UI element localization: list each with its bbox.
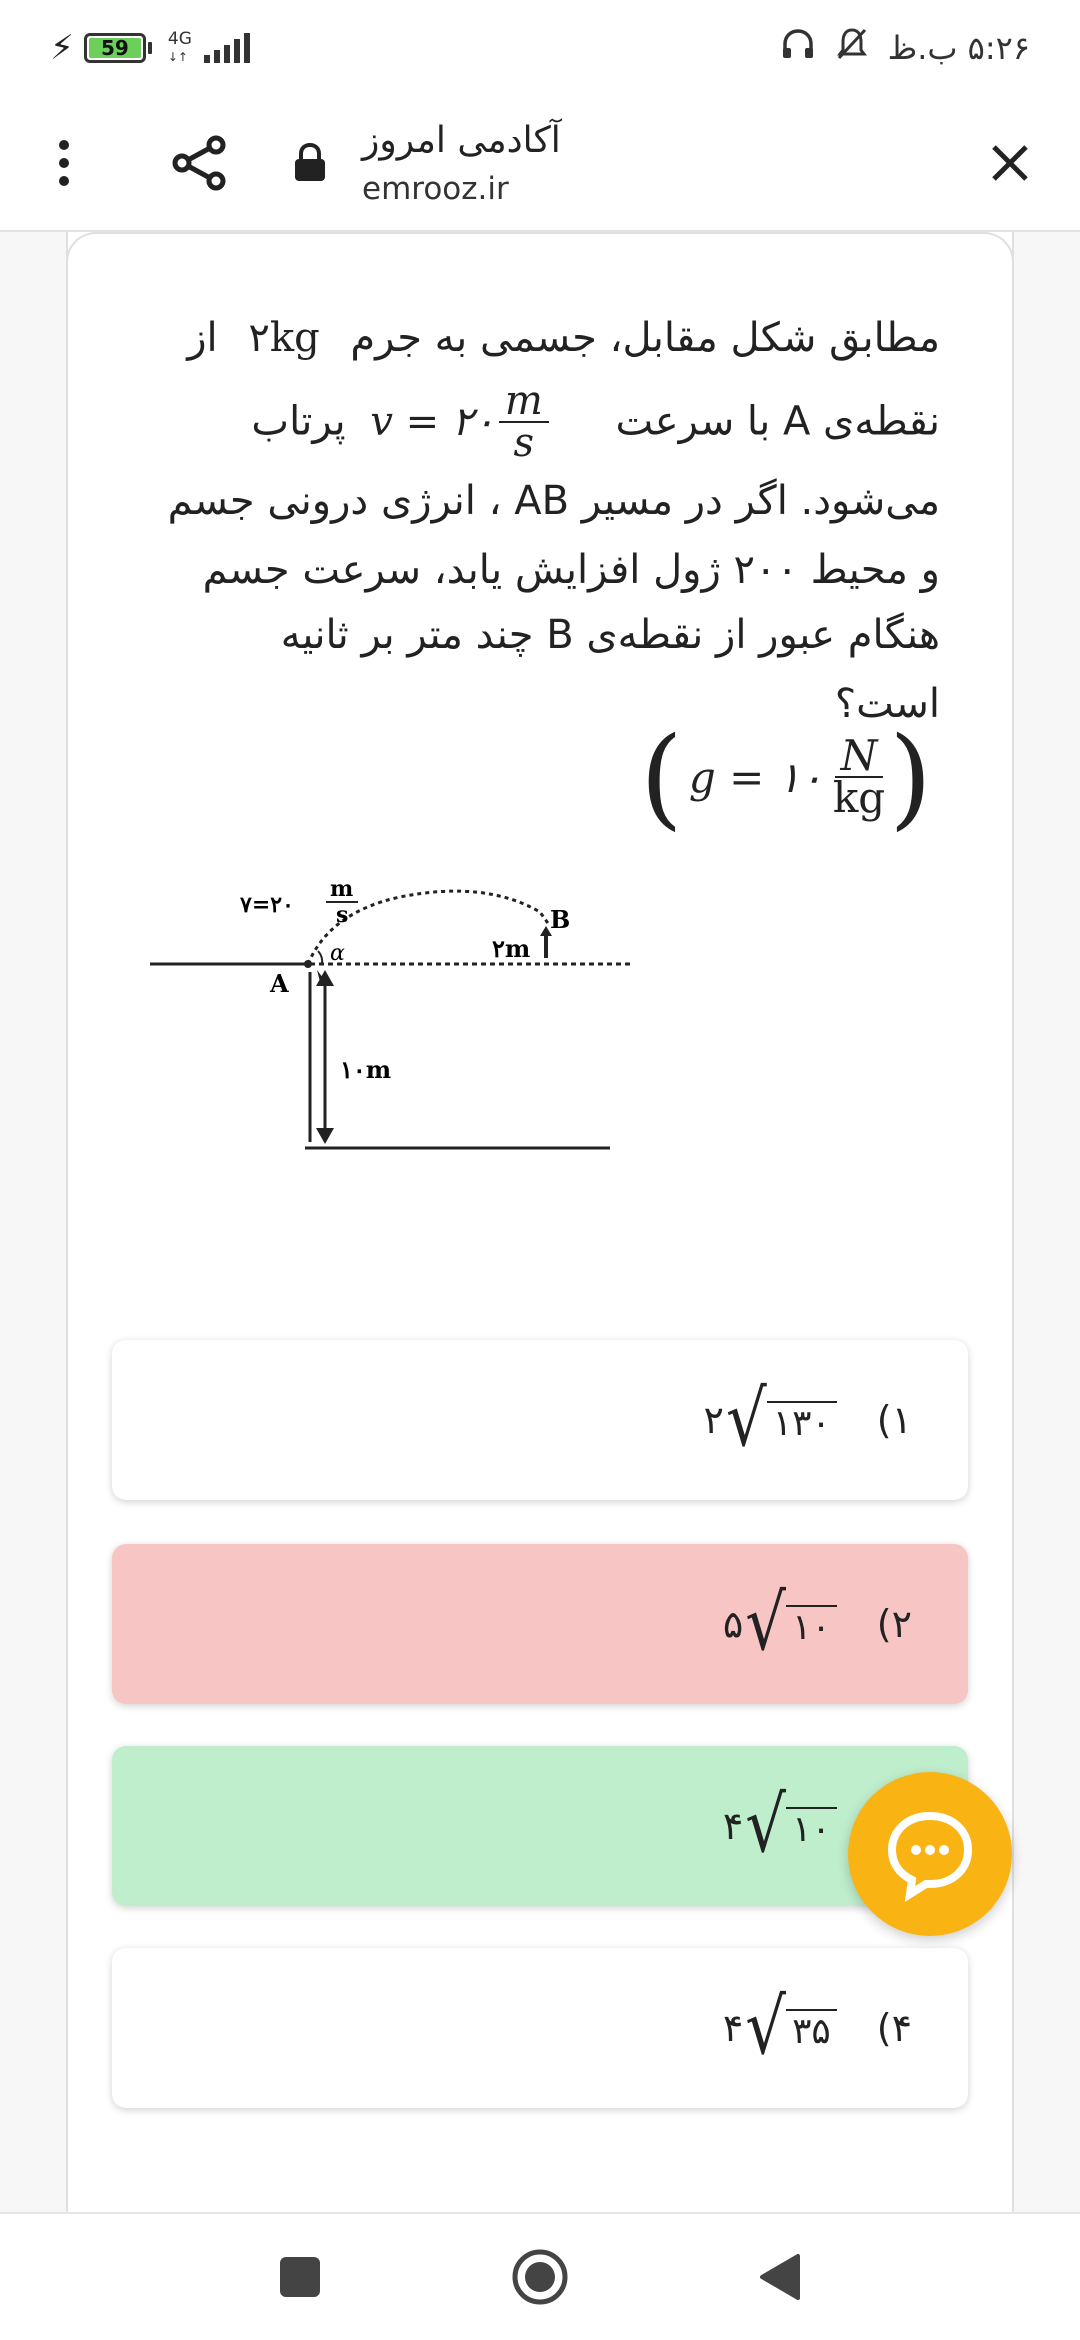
- page-url: emrooz.ir: [362, 170, 509, 207]
- diagram-height-b: ۲m: [492, 934, 531, 963]
- mute-bell-icon: [834, 26, 870, 71]
- recent-apps-button[interactable]: [265, 2242, 335, 2312]
- status-left: [50, 28, 250, 68]
- square-icon: [278, 2255, 322, 2299]
- diagram-velocity-unit-den: s: [336, 902, 349, 928]
- headphones-icon: [780, 26, 816, 71]
- diagram-point-b: B: [550, 905, 571, 934]
- more-options-button[interactable]: [24, 123, 104, 203]
- signal-icon: [204, 33, 250, 63]
- gravity-formula: ( g = ۱۰ $\frac{N}{kg}$ ): [640, 713, 933, 841]
- more-vertical-icon: [54, 138, 74, 188]
- battery-level: 59: [89, 38, 141, 58]
- browser-toolbar: [0, 96, 1080, 232]
- projectile-diagram: [140, 862, 630, 1192]
- answer-option-4[interactable]: ۴ √ ۳۵ ۴): [112, 1948, 968, 2108]
- diagram-velocity-label: ۷=۲۰: [240, 892, 294, 918]
- home-circle-icon: [510, 2247, 570, 2307]
- diagram-height-a: ۱۰m: [340, 1055, 392, 1084]
- answer-option-2[interactable]: ۵ √ ۱۰ ۲): [112, 1544, 968, 1704]
- back-button[interactable]: [745, 2242, 815, 2312]
- status-right: [780, 26, 1030, 71]
- status-time: ۵:۲۶ ب.ظ: [887, 29, 1030, 67]
- status-bar: [0, 0, 1080, 96]
- share-icon: [172, 135, 228, 191]
- question-text: مطابق شکل مقابل، جسمی به جرم ۲kg از نقطه‌ی A با سرعت v = ۲۰ $\frac{m}{s}$ پرتاب می‌شود. اگر در مسیر AB ، انرژی درونی جسم و محیط ۲۰۰ ژول افزایش یابد، سرعت جسم هنگام عبور از نقطه‌ی B چند متر بر ثانیه است؟: [167, 315, 940, 727]
- option-number: ۲): [876, 1602, 912, 1646]
- page-title: آکادمی امروز: [362, 119, 561, 161]
- secure-lock-icon[interactable]: [290, 133, 330, 193]
- home-button[interactable]: [505, 2242, 575, 2312]
- close-icon: [990, 143, 1030, 183]
- charging-icon: ⚡: [50, 28, 74, 68]
- back-triangle-icon: [758, 2252, 802, 2302]
- option-number: ۴): [876, 2006, 912, 2050]
- mass-value: ۲kg: [248, 315, 320, 361]
- network-type: 4G ↓↑: [167, 29, 192, 64]
- answer-option-3[interactable]: ۴ √ ۱۰: [112, 1746, 968, 1906]
- page-title-block[interactable]: [362, 120, 561, 207]
- diagram-point-a: A: [270, 969, 289, 998]
- diagram-angle: α: [330, 941, 345, 966]
- option-number: ۱): [876, 1398, 912, 1442]
- diagram-velocity-unit-num: m: [330, 876, 354, 902]
- chat-bubble-icon: [880, 1804, 980, 1904]
- share-button[interactable]: [160, 123, 240, 203]
- chat-button[interactable]: [848, 1772, 1012, 1936]
- close-button[interactable]: [970, 123, 1050, 203]
- velocity-formula: v = ۲۰ $\frac{m}{s}$: [370, 381, 552, 463]
- answer-option-1[interactable]: ۲ √ ۱۳۰ ۱): [112, 1340, 968, 1500]
- battery-icon: [84, 33, 152, 63]
- system-nav-bar: [0, 2212, 1080, 2340]
